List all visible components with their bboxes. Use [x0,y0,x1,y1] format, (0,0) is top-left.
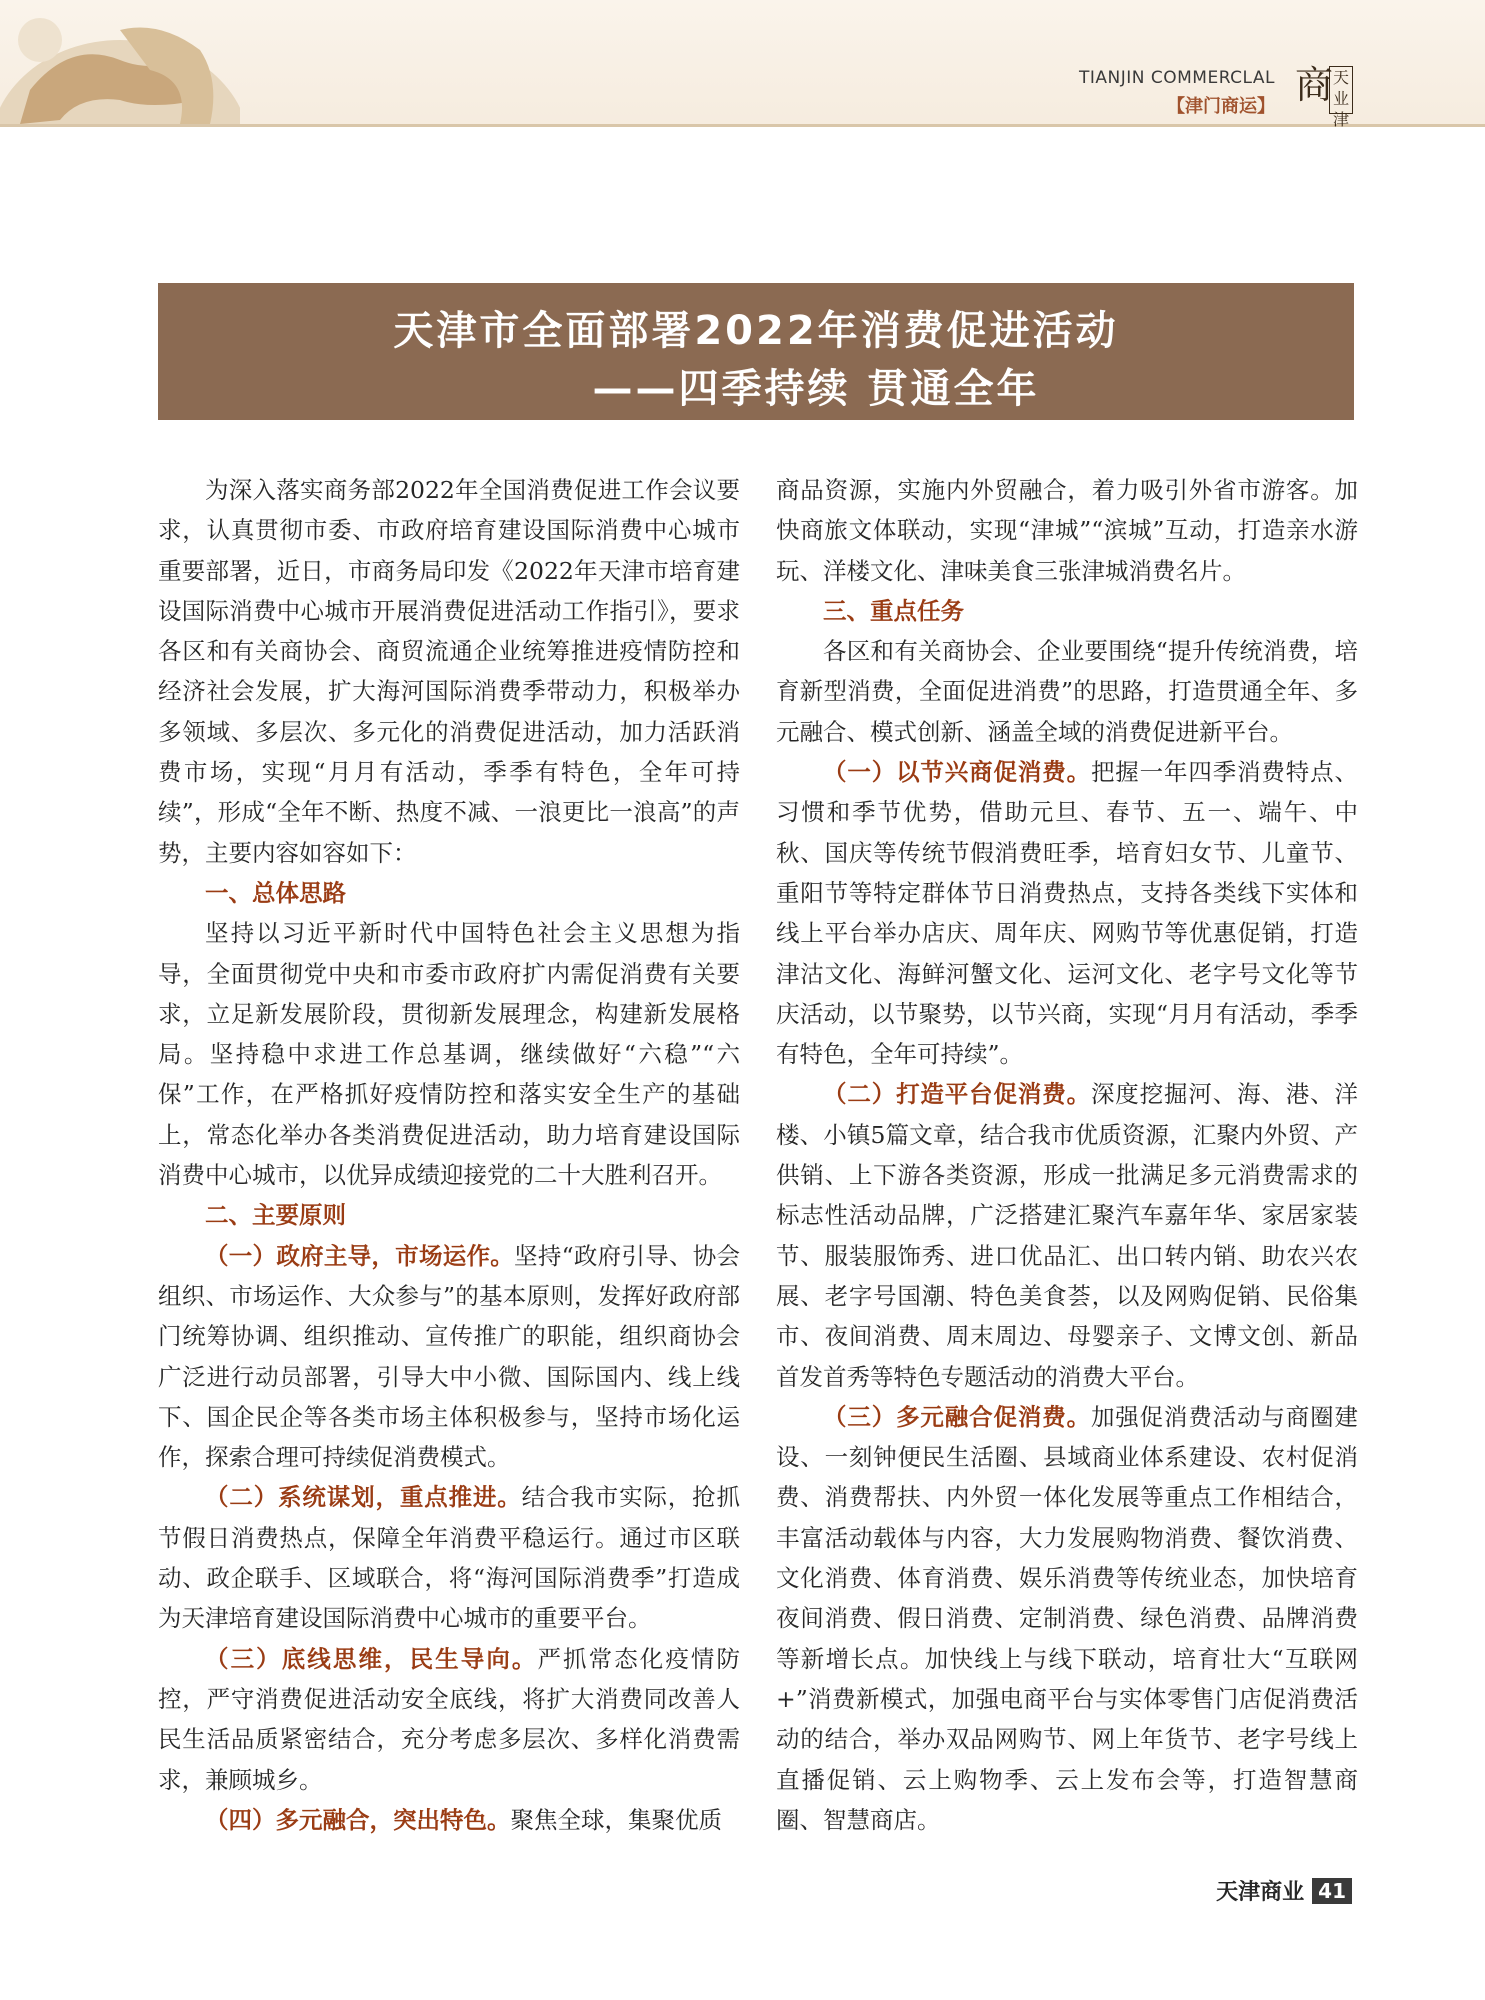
section-heading-2: 二、主要原则 [205,1201,346,1230]
page-number: 41 [1312,1878,1352,1904]
task-2-body: 深度挖掘河、海、港、洋楼、小镇5篇文章，结合我市优质资源，汇聚内外贸、产供销、上下游各类资源，形成一批满足多元消费需求的标志性活动品牌，广泛搭建汇聚汽车嘉年华、家居家装节、服装服饰秀、进口优品汇、出口转内销、助农兴农展、老字号国潮、特色美食荟，以及网购促销、民俗集市、夜间消费、周末周边、母婴亲子、文博文创、新品首发首秀等特色专题活动的消费大平台。 [776,1080,1359,1391]
brand-logo-char: 商 [1295,63,1334,107]
task-1-body: 把握一年四季消费特点、习惯和季节优势，借助元旦、春节、五一、端午、中秋、国庆等传统节假消费旺季，培育妇女节、儿童节、重阳节等特定群体节日消费热点，支持各类线下实体和线上平台举办店庆、周年庆、网购节等优惠促销，打造津沽文化、海鲜河蟹文化、运河文化、老字号文化等节庆活动，以节聚势，以节兴商，实现“月月有活动，季季有特色，全年可持续”。 [776,758,1359,1069]
section-3-body: 各区和有关商协会、企业要围绕“提升传统消费，培育新型消费，全面促进消费”的思路，打造贯通全年、多元融合、模式创新、涵盖全域的消费促进新平台。 [776,637,1358,746]
footer-magazine-name: 天津商业 [1216,1879,1305,1905]
principle-2-head: （二）系统谋划，重点推进。 [205,1483,522,1512]
principle-2 [158,1477,740,1638]
title-banner [158,283,1354,420]
section-heading-1: 一、总体思路 [205,878,346,907]
brand-logo [1293,62,1353,129]
principle-3 [158,1639,740,1800]
intro-paragraph: 为深入落实商务部2022年全国消费促进工作会议要求，认真贯彻市委、市政府培育建设国际消费中心城市重要部署，近日，市商务局印发《2022年天津市培育建设国际消费中心城市开展消费促进活动工作指引》，要求各区和有关商协会、商贸流通企业统筹推进疫情防控和经济社会发展，扩大海河国际消费季带动力，积极举办多领域、多层次、多元化的消费促进活动，加力活跃消费市场，实现“月月有活动，季季有特色，全年可持续”，形成“全年不断、热度不减、一浪更比一浪高”的声势，主要内容如容如下： [158,476,740,867]
section-1-body: 坚持以习近平新时代中国特色社会主义思想为指导，全面贯彻党中央和市委市政府扩内需促消费有关要求，立足新发展阶段，贯彻新发展理念，构建新发展格局。坚持稳中求进工作总基调，继续做好“六稳”“六保”工作，在严格抓好疫情防控和落实安全生产的基础上，常态化举办各类消费促进活动，助力培育建设国际消费中心城市，以优异成绩迎接党的二十大胜利召开。 [158,919,740,1190]
page-footer [1216,1875,1352,1906]
article-subtitle: ——四季持续 贯通全年 [592,366,1040,412]
principle-2-body: 结合我市实际，抢抓节假日消费热点，保障全年消费平稳运行。通过市区联动、政企联手、区域联合，将“海河国际消费季”打造成为天津培育建设国际消费中心城市的重要平台。 [158,1483,741,1633]
principle-1 [158,1236,740,1478]
continued-paragraph: 商品资源，实施内外贸融合，着力吸引外省市游客。加快商旅文体联动，实现“津城”“滨城”互动，打造亲水游玩、洋楼文化、津味美食三张津城消费名片。 [776,476,1358,585]
article-title: 天津市全面部署2022年消费促进活动 [393,308,1119,354]
section-heading-3: 三、重点任务 [823,596,964,625]
task-2-head: （二）打造平台促消费。 [823,1080,1091,1109]
principle-1-head: （一）政府主导，市场运作。 [205,1241,515,1270]
task-3-head: （三）多元融合促消费。 [823,1402,1091,1431]
brand-block [1079,68,1275,118]
left-column [158,470,740,1840]
principle-3-body: 严抓常态化疫情防控，严守消费促进活动安全底线，将扩大消费同改善人民生活品质紧密结合，充分考虑多层次、多样化消费需求，兼顾城乡。 [158,1644,741,1794]
task-2 [776,1074,1358,1396]
task-1 [776,752,1358,1074]
globe-illustration [0,0,240,124]
principle-3-head: （三）底线思维，民生导向。 [205,1644,538,1673]
task-1-head: （一）以节兴商促消费。 [823,758,1091,787]
brand-logo-box: 天 业津 [1329,66,1353,114]
right-column [776,470,1358,1840]
brand-cn: 【津门商运】 [1167,96,1275,117]
principle-4 [158,1800,740,1840]
brand-en: TIANJIN COMMERCLAL [1078,68,1275,88]
principle-4-body: 聚焦全球，集聚优质 [510,1805,722,1834]
header-rule [0,124,1485,127]
principle-1-body: 坚持“政府引导、协会组织、市场运作、大众参与”的基本原则，发挥好政府部门统筹协调、组织推动、宣传推广的职能，组织商协会广泛进行动员部署，引导大中小微、国际国内、线上线下、国企民企等各类市场主体积极参与，坚持市场化运作，探索合理可持续促消费模式。 [158,1241,741,1472]
principle-4-head: （四）多元融合，突出特色。 [205,1805,511,1834]
task-3-body: 加强促消费活动与商圈建设、一刻钟便民生活圈、县域商业体系建设、农村促消费、消费帮扶、内外贸一体化发展等重点工作相结合，丰富活动载体与内容，大力发展购物消费、餐饮消费、文化消费、体育消费、娱乐消费等传统业态，加快培育夜间消费、假日消费、定制消费、绿色消费、品牌消费等新增长点。加快线上与线下联动，培育壮大“互联网+”消费新模式，加强电商平台与实体零售门店促消费活动的结合，举办双品网购节、网上年货节、老字号线上直播促销、云上购物季、云上发布会等，打造智慧商圈、智慧商店。 [776,1402,1359,1834]
task-3 [776,1397,1358,1840]
